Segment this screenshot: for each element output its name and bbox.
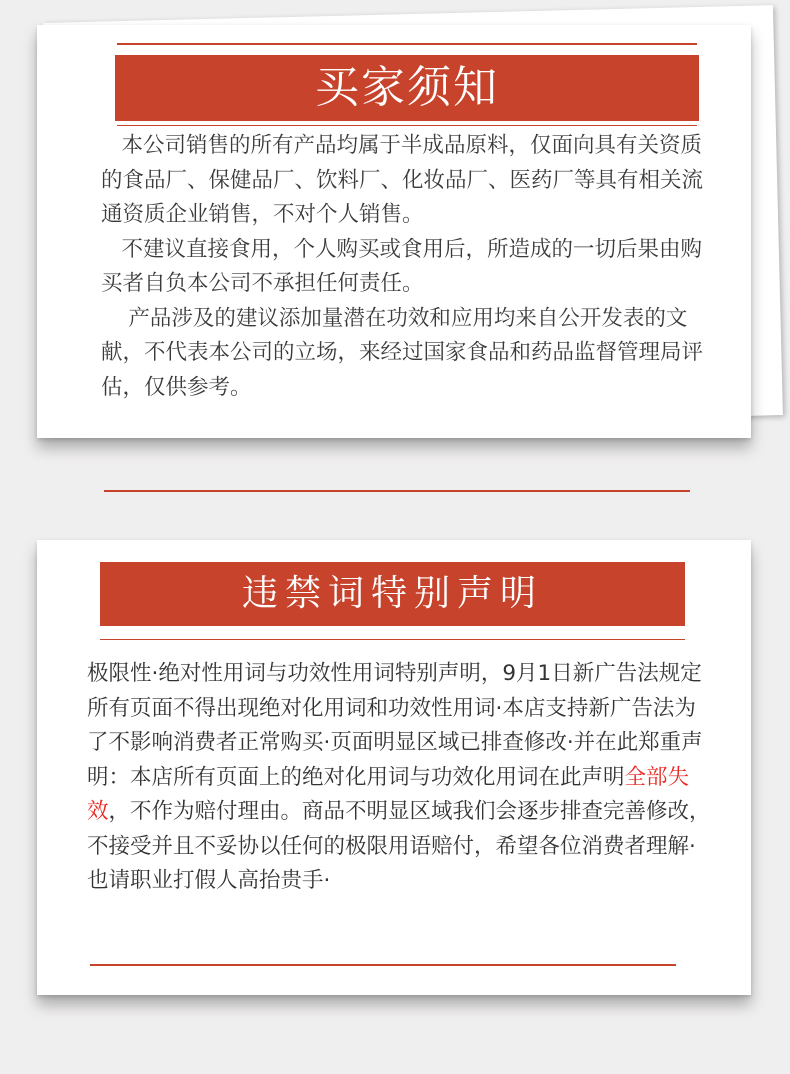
buyer-notice-title: 买家须知	[115, 55, 699, 121]
declaration-text-end: ，不作为赔付理由。商品不明显区域我们会逐步排查完善修改，不接受并且不妥协以任何的极限用语赔付，希望各位消费者理解·也请职业打假人高抬贵手·	[87, 799, 711, 893]
section-divider	[104, 490, 690, 492]
title-top-line	[117, 43, 697, 45]
notice-paragraph: 不建议直接食用，个人购买或食用后，所造成的一切后果由购买者自负本公司不承担任何责任。	[101, 236, 703, 296]
declaration-text: 极限性·绝对性用词与功效性用词特别声明，9月1日新广告法规定所有页面不得出现绝对化用词和功效性用词·本店支持新广告法为了不影响消费者正常购买·页面明显区域已排查修改·并在此郑重声明：本店所有页面上的绝对化用词与功效化用词在此声明	[87, 661, 703, 790]
highlight-text: 全部失效	[87, 764, 690, 824]
buyer-notice-card	[37, 25, 751, 438]
banned-words-body	[87, 657, 712, 899]
title-bottom-line	[117, 125, 697, 126]
notice-paragraph: 产品涉及的建议添加量潜在功效和应用均来自公开发表的文献，不代表本公司的立场，来经过国家食品和药品监督管理局评估，仅供参考。	[101, 305, 704, 400]
bottom-divider	[90, 964, 676, 966]
buyer-notice-body	[101, 129, 716, 405]
notice-paragraph: 本公司销售的所有产品均属于半成品原料，仅面向具有关资质的食品厂、保健品厂、饮料厂、化妆品厂、医药厂等具有相关流通资质企业销售，不对个人销售。	[101, 133, 704, 227]
title-underline	[100, 639, 685, 640]
banned-words-card	[37, 540, 751, 995]
banned-words-title: 违禁词特别声明	[100, 562, 685, 626]
